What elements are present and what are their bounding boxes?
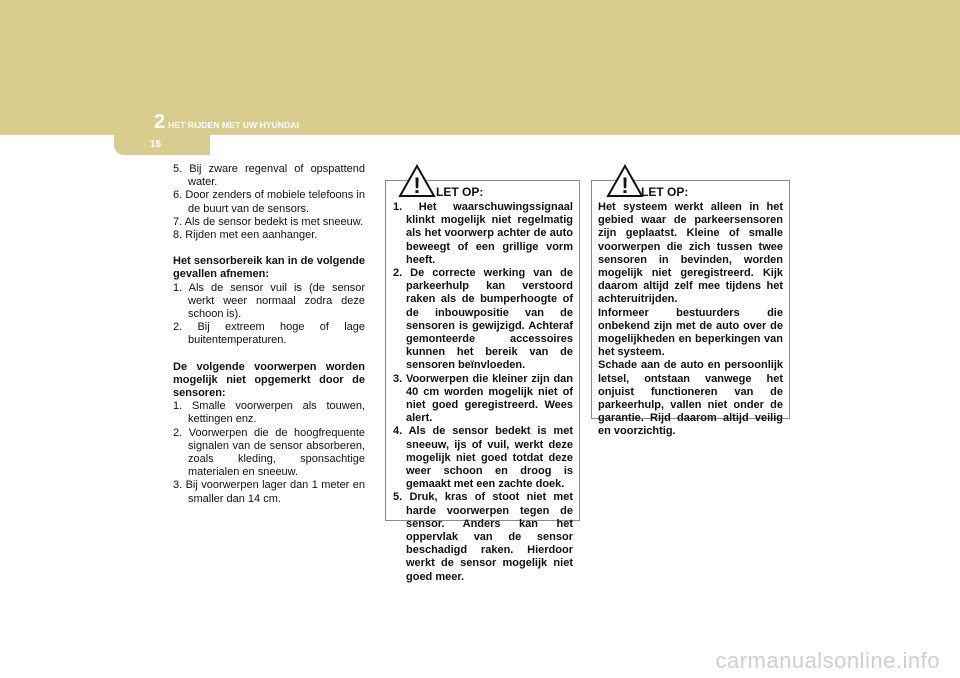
list-item: 5. Bij zware regenval of opspattend water. xyxy=(173,163,365,189)
list-item: 1. Smalle voorwerpen als touwen, kettingen enz. xyxy=(173,400,365,426)
warning-triangle-icon xyxy=(398,164,436,202)
list-item: 2. Voorwerpen die de hoogfrequente signalen van de sensor absorberen, zoals kleding, sponsachtige materialen en sneeuw. xyxy=(173,426,365,479)
list-item: 6. Door zenders of mobiele telefoons in de buurt van de sensors. xyxy=(173,189,365,215)
watermark: carmanualsonline.info xyxy=(715,648,940,673)
warning-paragraph: Informeer bestuurders die onbekend zijn met de auto over de mogelijkheden en beperkingen van het systeem. xyxy=(598,306,783,359)
warning-item: 5. Druk, kras of stoot niet met harde voorwerpen tegen de sensor. Anders kan het oppervlak van de sensor beschadigd raken. Hierdoor werkt de sensor mogelijk niet goed meer. xyxy=(393,491,573,583)
chapter-heading xyxy=(154,111,299,134)
left-column xyxy=(173,163,365,506)
list-item: 7. Als de sensor bedekt is met sneeuw. xyxy=(173,215,364,228)
svg-text:!: ! xyxy=(413,173,421,198)
list-item: 2. Bij extreem hoge of lage buitentemperaturen. xyxy=(173,321,365,347)
warning-paragraph: Het systeem werkt alleen in het gebied waar de parkeersensoren zijn geplaatst. Kleine of smalle voorwerpen die zich tussen twee sensoren in bevinden, worden mogelijk niet geregistreerd. Kijk daarom altijd zelf mee tijdens het achteruitrijden. xyxy=(598,201,783,306)
warning-box-2 xyxy=(591,173,790,438)
list-item: 1. Als de sensor vuil is (de sensor werkt weer normaal zodra deze schoon is). xyxy=(173,281,365,321)
header-band xyxy=(0,0,960,135)
warning-item: 3. Voorwerpen die kleiner zijn dan 40 cm worden mogelijk niet of niet goed geregistreerd. Wees alert. xyxy=(393,372,573,425)
warning-paragraph: Schade aan de auto en persoonlijk letsel, ontstaan vanwege het onjuist functioneren van de parkeerhulp, vallen niet onder de garantie. Rijd daarom altijd veilig en voorzichtig. xyxy=(598,359,783,438)
chapter-title: HET RIJDEN MET UW HYUNDAI xyxy=(168,120,300,130)
page-number-tab xyxy=(114,135,210,155)
svg-text:!: ! xyxy=(621,173,629,198)
warning-item: 2. De correcte werking van de parkeerhulp kan verstoord raken als de bumperhoogte of de inbouwpositie van de sensoren is gewijzigd. Achteraf gemonteerde accessoires kunnen het bereik van de sensoren beïnvloeden. xyxy=(393,267,573,372)
undetected-heading: De volgende voorwerpen worden mogelijk niet opgemerkt door de sensoren: xyxy=(173,360,365,400)
warning-title: LET OP: xyxy=(436,185,484,199)
warning-item: 4. Als de sensor bedekt is met sneeuw, ijs of vuil, werkt deze mogelijk niet goed totdat deze weer schoon en droog is gemaakt met een zachte doek. xyxy=(393,425,573,491)
warning-title: LET OP: xyxy=(641,185,689,199)
warning-box-1 xyxy=(385,173,580,583)
list-item: 3. Bij voorwerpen lager dan 1 meter en smaller dan 14 cm. xyxy=(173,479,365,505)
list-item: 8. Rijden met een aanhanger. xyxy=(173,229,318,242)
warning-triangle-icon xyxy=(606,164,644,202)
chapter-number: 2 xyxy=(154,111,166,133)
range-heading: Het sensorbereik kan in de volgende gevallen afnemen: xyxy=(173,255,365,281)
page-number: 16 xyxy=(150,139,162,150)
warning-item: 1. Het waarschuwingssignaal klinkt mogelijk niet regelmatig als het voorwerp achter de auto beweegt of een grillige vorm heeft. xyxy=(393,201,573,266)
